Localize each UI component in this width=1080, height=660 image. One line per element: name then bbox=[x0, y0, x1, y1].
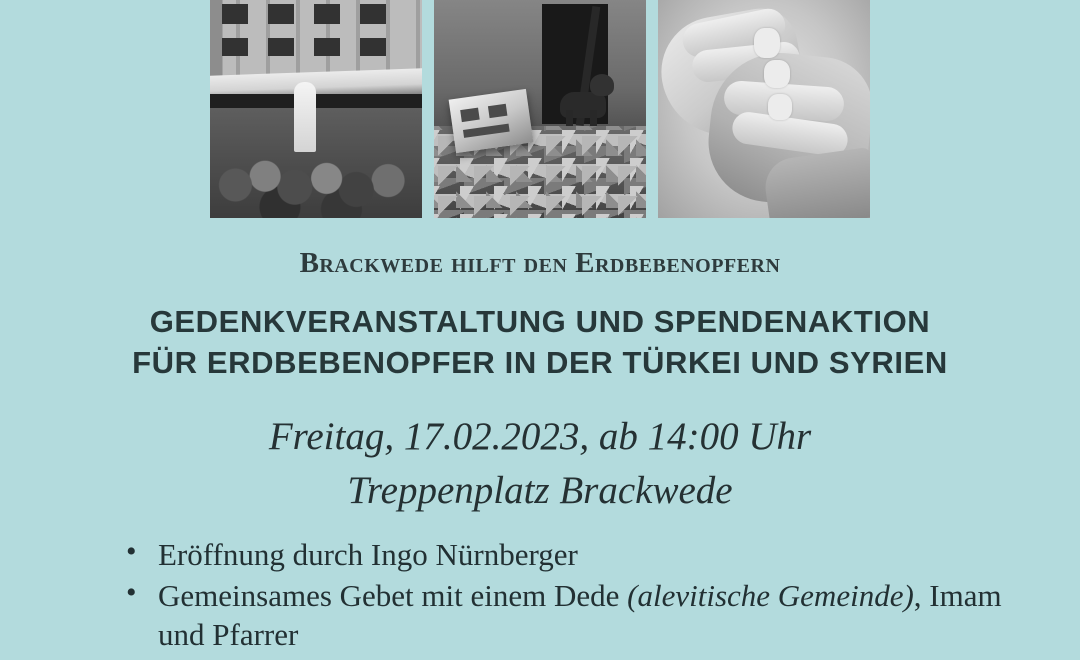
photo1-window bbox=[222, 4, 248, 24]
list-item bbox=[120, 576, 1020, 654]
poster-headline-line1: GEDENKVERANSTALTUNG UND SPENDENAKTION bbox=[149, 303, 931, 339]
photo1-window bbox=[314, 4, 340, 24]
photo2-dog-leg bbox=[566, 110, 573, 126]
agenda-item-text-tail: , Imam und Pfarrer bbox=[158, 578, 1002, 653]
photo2-dog bbox=[560, 72, 616, 128]
photo1-window bbox=[314, 38, 340, 56]
poster-datetime bbox=[269, 410, 811, 518]
photo1-window bbox=[360, 4, 386, 24]
list-item bbox=[120, 535, 1020, 574]
agenda-item-text: Eröffnung durch Ingo Nürnberger bbox=[158, 537, 578, 573]
photo1-window bbox=[268, 4, 294, 24]
photo1-white-figure bbox=[294, 82, 316, 152]
poster-kicker: Brackwede hilft den Erdbebenopfern bbox=[299, 247, 781, 279]
poster-agenda-list bbox=[0, 535, 1080, 656]
photo3-fingernail bbox=[754, 28, 780, 58]
photo1-window bbox=[360, 38, 386, 56]
photo3-fingernail bbox=[768, 94, 792, 120]
photo1-window bbox=[268, 38, 294, 56]
agenda-item-text: Gemeinsames Gebet mit einem Dede bbox=[158, 578, 628, 614]
photo3-fingernail bbox=[764, 60, 790, 88]
poster-headline bbox=[132, 302, 948, 384]
photo-holding-hands bbox=[658, 0, 870, 218]
poster-location-line: Treppenplatz Brackwede bbox=[347, 468, 733, 512]
photo-earthquake-rubble-dog bbox=[434, 0, 646, 218]
poster-datetime-line1: Freitag, 17.02.2023, ab 14:00 Uhr bbox=[268, 414, 812, 458]
photo1-crowd bbox=[210, 108, 422, 218]
photo2-concrete-slab bbox=[449, 89, 534, 153]
photo1-window bbox=[222, 38, 248, 56]
photo-strip bbox=[210, 0, 870, 218]
agenda-item-emphasis: (alevitische Gemeinde) bbox=[627, 578, 914, 614]
photo-relief-gathering bbox=[210, 0, 422, 218]
photo2-dog-head bbox=[590, 74, 614, 96]
poster-headline-line2: FÜR ERDBEBENOPFER IN DER TÜRKEI UND SYRIEN bbox=[132, 344, 948, 380]
photo2-dog-leg bbox=[590, 110, 597, 126]
